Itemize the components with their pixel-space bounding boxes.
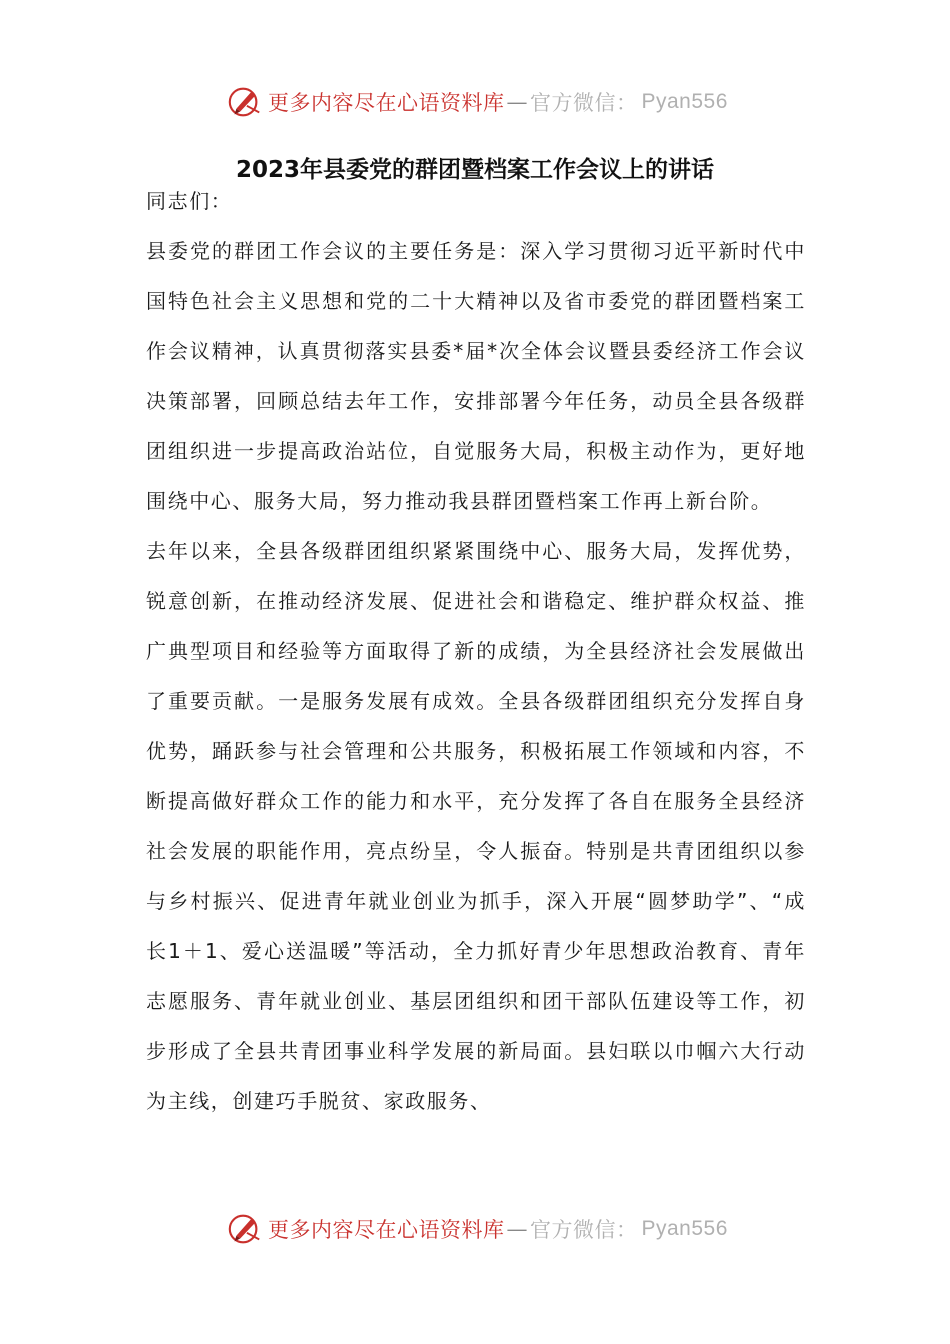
pen-logo-icon [226, 83, 264, 121]
salutation: 同志们： [146, 189, 233, 213]
watermark-dash: — [506, 1217, 528, 1241]
watermark-wechat-id: Pyan556 [641, 1217, 728, 1240]
watermark-official-label: 官方微信： [530, 1218, 638, 1242]
watermark-brand: 更多内容尽在心语资料库 [268, 91, 505, 115]
pen-logo-icon [226, 1210, 264, 1248]
document-body [146, 176, 806, 1126]
footer-watermark [226, 1209, 728, 1249]
watermark-official-label: 官方微信： [530, 91, 638, 115]
body-paragraph: 去年以来，全县各级群团组织紧紧围绕中心、服务大局，发挥优势，锐意创新，在推动经济发展、促进社会和谐稳定、维护群众权益、推广典型项目和经验等方面取得了新的成绩，为全县经济社会发展做出了重要贡献。一是服务发展有成效。全县各级群团组织充分发挥自身优势，踊跃参与社会管理和公共服务，积极拓展工作领域和内容，不断提高做好群众工作的能力和水平，充分发挥了各自在服务全县经济社会发展的职能作用，亮点纷呈，令人振奋。特别是共青团组织以参与乡村振兴、促进青年就业创业为抓手，深入开展“圆梦助学”、“成长1＋1、爱心送温暖”等活动，全力抓好青少年思想政治教育、青年志愿服务、青年就业创业、基层团组织和团干部队伍建设等工作，初步形成了全县共青团事业科学发展的新局面。县妇联以巾帼六大行动为主线，创建巧手脱贫、家政服务、 [146, 539, 806, 1113]
watermark-dash: — [506, 90, 528, 114]
watermark-wechat-id: Pyan556 [641, 90, 728, 113]
watermark-brand: 更多内容尽在心语资料库 [268, 1218, 505, 1242]
document-title: 2023年县委党的群团暨档案工作会议上的讲话 [235, 157, 714, 183]
header-watermark [226, 82, 728, 122]
body-paragraph: 县委党的群团工作会议的主要任务是：深入学习贯彻习近平新时代中国特色社会主义思想和党的二十大精神以及省市委党的群团暨档案工作会议精神，认真贯彻落实县委*届*次全体会议暨县委经济工作会议决策部署，回顾总结去年工作，安排部署今年任务，动员全县各级群团组织进一步提高政治站位，自觉服务大局，积极主动作为，更好地围绕中心、服务大局，努力推动我县群团暨档案工作再上新台阶。 [146, 239, 806, 513]
